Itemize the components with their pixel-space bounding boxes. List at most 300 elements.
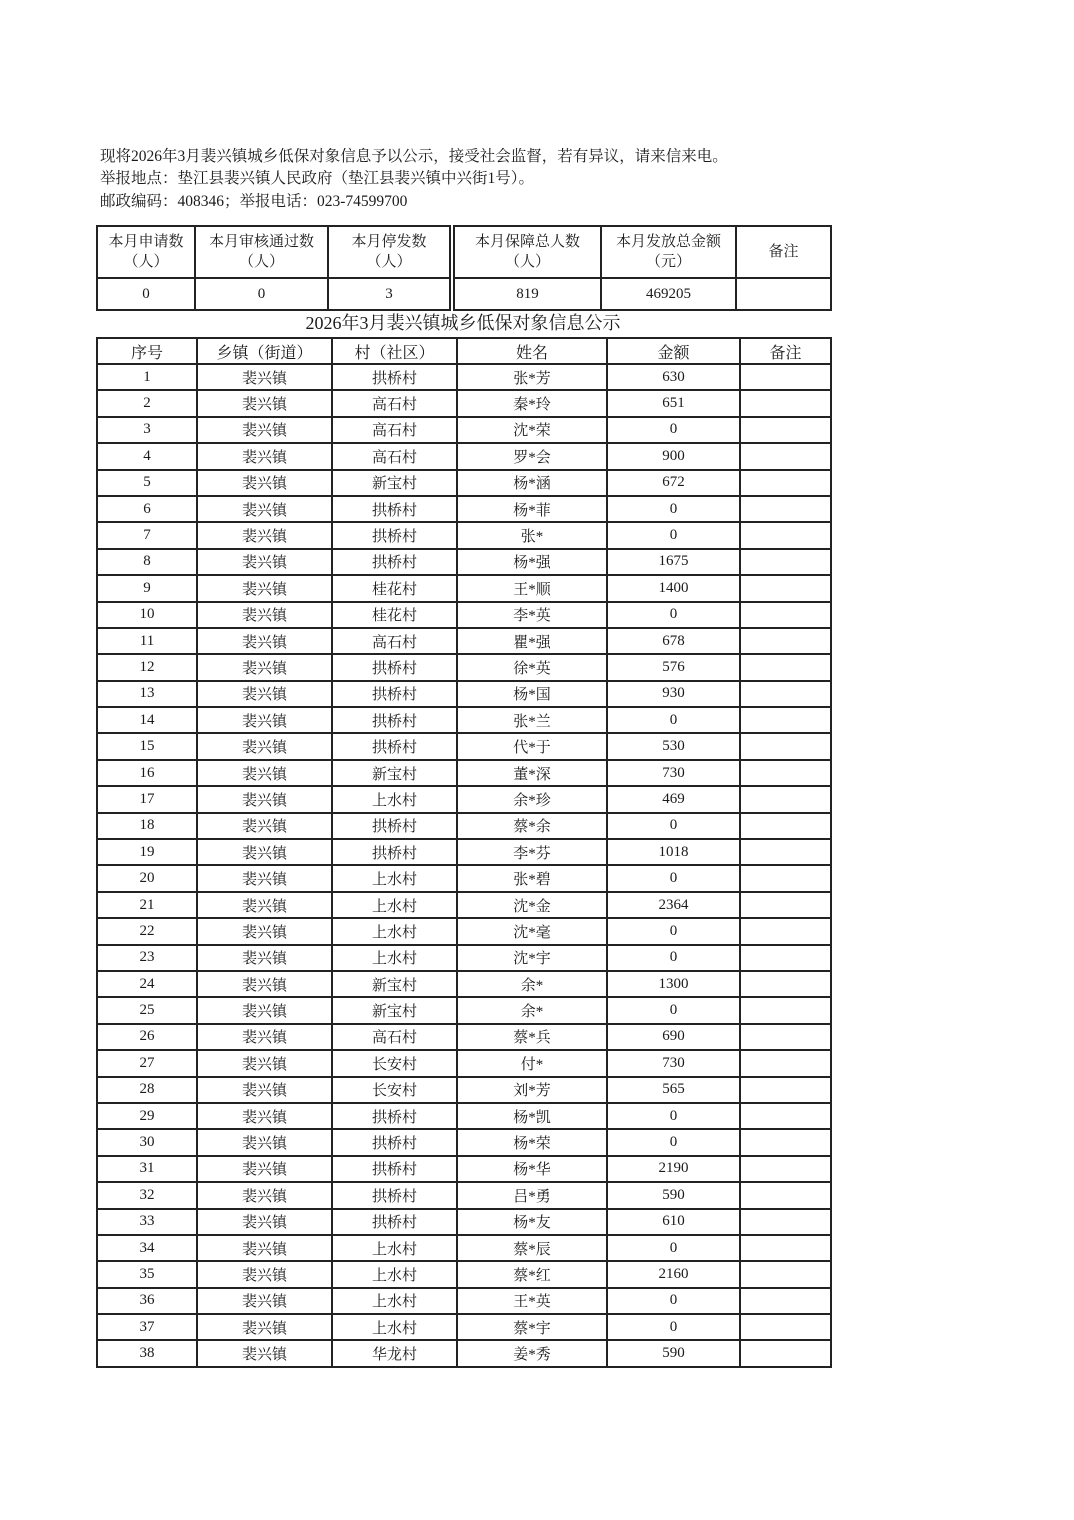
- village-cell: 桂花村: [332, 602, 457, 628]
- table-row: [97, 575, 831, 601]
- town-cell: 裴兴镇: [197, 417, 332, 443]
- table-row: [97, 760, 831, 786]
- amount-cell: 0: [607, 813, 740, 839]
- amount-cell: 576: [607, 654, 740, 680]
- village-cell: 拱桥村: [332, 839, 457, 865]
- name-cell: 秦*玲: [457, 390, 607, 416]
- name-cell: 沈*宇: [457, 945, 607, 971]
- remark-cell: [740, 496, 831, 522]
- remark-cell: [740, 1209, 831, 1235]
- village-cell: 上水村: [332, 918, 457, 944]
- serial-cell: 24: [97, 971, 197, 997]
- village-cell: 拱桥村: [332, 1182, 457, 1208]
- remark-cell: [740, 733, 831, 759]
- main-table: [96, 337, 832, 1368]
- village-cell: 拱桥村: [332, 549, 457, 575]
- table-row: [97, 1288, 831, 1314]
- remark-cell: [740, 865, 831, 891]
- town-cell: 裴兴镇: [197, 892, 332, 918]
- amount-cell: 900: [607, 443, 740, 469]
- serial-cell: 18: [97, 813, 197, 839]
- summary-header-stopped: [328, 226, 452, 278]
- name-cell: 沈*毫: [457, 918, 607, 944]
- summary-header-total-amount: [601, 226, 736, 278]
- village-cell: 拱桥村: [332, 733, 457, 759]
- main-header-serial: 序号: [97, 338, 197, 364]
- serial-cell: 10: [97, 602, 197, 628]
- serial-cell: 27: [97, 1050, 197, 1076]
- serial-cell: 20: [97, 865, 197, 891]
- amount-cell: 730: [607, 1050, 740, 1076]
- amount-cell: 0: [607, 707, 740, 733]
- amount-cell: 0: [607, 522, 740, 548]
- table-row: [97, 364, 831, 390]
- amount-cell: 0: [607, 1103, 740, 1129]
- table-row: [97, 945, 831, 971]
- name-cell: 李*芬: [457, 839, 607, 865]
- town-cell: 裴兴镇: [197, 813, 332, 839]
- name-cell: 王*英: [457, 1288, 607, 1314]
- town-cell: 裴兴镇: [197, 443, 332, 469]
- serial-cell: 22: [97, 918, 197, 944]
- remark-cell: [740, 786, 831, 812]
- serial-cell: 7: [97, 522, 197, 548]
- name-cell: 王*顺: [457, 575, 607, 601]
- table-row: [97, 1235, 831, 1261]
- table-row: [97, 496, 831, 522]
- serial-cell: 15: [97, 733, 197, 759]
- remark-cell: [740, 364, 831, 390]
- village-cell: 新宝村: [332, 470, 457, 496]
- name-cell: 徐*英: [457, 654, 607, 680]
- intro-line-3: 邮政编码：408346；举报电话：023-74599700: [100, 192, 408, 210]
- table-row: [97, 1024, 831, 1050]
- town-cell: 裴兴镇: [197, 549, 332, 575]
- name-cell: 杨*华: [457, 1156, 607, 1182]
- table-row: [97, 971, 831, 997]
- amount-cell: 0: [607, 1129, 740, 1155]
- intro-line-1: 现将2026年3月裴兴镇城乡低保对象信息予以公示，接受社会监督，若有异议，请来信来电。: [100, 148, 728, 165]
- serial-cell: 34: [97, 1235, 197, 1261]
- summary-header-line2: （人）: [504, 254, 550, 270]
- summary-header-line2: （人）: [366, 254, 412, 270]
- amount-cell: 730: [607, 760, 740, 786]
- remark-cell: [740, 654, 831, 680]
- town-cell: 裴兴镇: [197, 364, 332, 390]
- village-cell: 拱桥村: [332, 813, 457, 839]
- name-cell: 杨*荣: [457, 1129, 607, 1155]
- name-cell: 杨*友: [457, 1209, 607, 1235]
- remark-cell: [740, 997, 831, 1023]
- table-row: [97, 1340, 831, 1366]
- serial-cell: 1: [97, 364, 197, 390]
- summary-value-row: [97, 278, 831, 310]
- remark-cell: [740, 443, 831, 469]
- village-cell: 桂花村: [332, 575, 457, 601]
- town-cell: 裴兴镇: [197, 945, 332, 971]
- town-cell: 裴兴镇: [197, 1288, 332, 1314]
- table-row: [97, 918, 831, 944]
- summary-header-line1: 本月保障总人数: [474, 234, 580, 250]
- intro-paragraph: [100, 146, 840, 213]
- remark-cell: [740, 1288, 831, 1314]
- amount-cell: 2160: [607, 1261, 740, 1287]
- table-row: [97, 681, 831, 707]
- main-table-title: 2026年3月裴兴镇城乡低保对象信息公示: [305, 313, 621, 333]
- main-header-village: 村（社区）: [332, 338, 457, 364]
- village-cell: 上水村: [332, 892, 457, 918]
- summary-value-remark: [736, 278, 831, 310]
- serial-cell: 16: [97, 760, 197, 786]
- town-cell: 裴兴镇: [197, 1209, 332, 1235]
- table-row: [97, 892, 831, 918]
- table-row: [97, 417, 831, 443]
- village-cell: 拱桥村: [332, 654, 457, 680]
- town-cell: 裴兴镇: [197, 654, 332, 680]
- table-row: [97, 813, 831, 839]
- summary-value-applications: 0: [97, 278, 195, 310]
- town-cell: 裴兴镇: [197, 971, 332, 997]
- summary-header-line2: （元）: [645, 254, 691, 270]
- name-cell: 蔡*兵: [457, 1024, 607, 1050]
- town-cell: 裴兴镇: [197, 496, 332, 522]
- village-cell: 拱桥村: [332, 1209, 457, 1235]
- table-row: [97, 443, 831, 469]
- amount-cell: 530: [607, 733, 740, 759]
- serial-cell: 17: [97, 786, 197, 812]
- name-cell: 余*: [457, 997, 607, 1023]
- serial-cell: 8: [97, 549, 197, 575]
- remark-cell: [740, 1182, 831, 1208]
- summary-value-total-amount: 469205: [601, 278, 736, 310]
- amount-cell: 0: [607, 1314, 740, 1340]
- village-cell: 拱桥村: [332, 1156, 457, 1182]
- main-header-town: 乡镇（街道）: [197, 338, 332, 364]
- amount-cell: 1675: [607, 549, 740, 575]
- village-cell: 拱桥村: [332, 364, 457, 390]
- serial-cell: 19: [97, 839, 197, 865]
- amount-cell: 1400: [607, 575, 740, 601]
- remark-cell: [740, 1156, 831, 1182]
- town-cell: 裴兴镇: [197, 760, 332, 786]
- amount-cell: 0: [607, 417, 740, 443]
- name-cell: 董*深: [457, 760, 607, 786]
- remark-cell: [740, 575, 831, 601]
- village-cell: 长安村: [332, 1077, 457, 1103]
- amount-cell: 2190: [607, 1156, 740, 1182]
- remark-cell: [740, 602, 831, 628]
- name-cell: 付*: [457, 1050, 607, 1076]
- serial-cell: 28: [97, 1077, 197, 1103]
- village-cell: 上水村: [332, 945, 457, 971]
- remark-cell: [740, 522, 831, 548]
- town-cell: 裴兴镇: [197, 786, 332, 812]
- town-cell: 裴兴镇: [197, 918, 332, 944]
- village-cell: 拱桥村: [332, 496, 457, 522]
- amount-cell: 469: [607, 786, 740, 812]
- serial-cell: 37: [97, 1314, 197, 1340]
- table-row: [97, 786, 831, 812]
- summary-header-line2: （人）: [238, 254, 284, 270]
- amount-cell: 610: [607, 1209, 740, 1235]
- table-row: [97, 733, 831, 759]
- town-cell: 裴兴镇: [197, 1261, 332, 1287]
- table-row: [97, 1129, 831, 1155]
- serial-cell: 4: [97, 443, 197, 469]
- town-cell: 裴兴镇: [197, 390, 332, 416]
- town-cell: 裴兴镇: [197, 707, 332, 733]
- town-cell: 裴兴镇: [197, 1129, 332, 1155]
- name-cell: 罗*会: [457, 443, 607, 469]
- summary-header-row: [97, 226, 831, 278]
- town-cell: 裴兴镇: [197, 865, 332, 891]
- table-row: [97, 1314, 831, 1340]
- serial-cell: 35: [97, 1261, 197, 1287]
- remark-cell: [740, 1314, 831, 1340]
- remark-cell: [740, 707, 831, 733]
- name-cell: 蔡*余: [457, 813, 607, 839]
- town-cell: 裴兴镇: [197, 839, 332, 865]
- amount-cell: 0: [607, 1288, 740, 1314]
- village-cell: 上水村: [332, 786, 457, 812]
- table-row: [97, 865, 831, 891]
- amount-cell: 0: [607, 918, 740, 944]
- amount-cell: 678: [607, 628, 740, 654]
- serial-cell: 3: [97, 417, 197, 443]
- town-cell: 裴兴镇: [197, 733, 332, 759]
- amount-cell: 651: [607, 390, 740, 416]
- remark-cell: [740, 681, 831, 707]
- table-row: [97, 549, 831, 575]
- name-cell: 杨*涵: [457, 470, 607, 496]
- name-cell: 杨*凯: [457, 1103, 607, 1129]
- remark-cell: [740, 918, 831, 944]
- town-cell: 裴兴镇: [197, 1103, 332, 1129]
- serial-cell: 32: [97, 1182, 197, 1208]
- table-row: [97, 1261, 831, 1287]
- remark-cell: [740, 1129, 831, 1155]
- table-row: [97, 1077, 831, 1103]
- village-cell: 拱桥村: [332, 1103, 457, 1129]
- serial-cell: 29: [97, 1103, 197, 1129]
- town-cell: 裴兴镇: [197, 602, 332, 628]
- amount-cell: 0: [607, 1235, 740, 1261]
- main-table-body: [97, 364, 831, 1367]
- main-header-remark: 备注: [740, 338, 831, 364]
- table-row: [97, 1050, 831, 1076]
- village-cell: 上水村: [332, 865, 457, 891]
- summary-value-total-people: 819: [452, 278, 601, 310]
- name-cell: 杨*菲: [457, 496, 607, 522]
- remark-cell: [740, 945, 831, 971]
- remark-cell: [740, 470, 831, 496]
- name-cell: 张*兰: [457, 707, 607, 733]
- remark-cell: [740, 1050, 831, 1076]
- remark-cell: [740, 1103, 831, 1129]
- main-header-row: [97, 338, 831, 364]
- amount-cell: 672: [607, 470, 740, 496]
- serial-cell: 21: [97, 892, 197, 918]
- name-cell: 沈*金: [457, 892, 607, 918]
- name-cell: 张*: [457, 522, 607, 548]
- summary-header-line1: 本月发放总金额: [615, 234, 721, 250]
- town-cell: 裴兴镇: [197, 1024, 332, 1050]
- serial-cell: 5: [97, 470, 197, 496]
- serial-cell: 36: [97, 1288, 197, 1314]
- name-cell: 余*: [457, 971, 607, 997]
- summary-table: [96, 225, 832, 311]
- name-cell: 蔡*宇: [457, 1314, 607, 1340]
- table-row: [97, 470, 831, 496]
- name-cell: 杨*国: [457, 681, 607, 707]
- name-cell: 沈*荣: [457, 417, 607, 443]
- village-cell: 高石村: [332, 390, 457, 416]
- village-cell: 新宝村: [332, 760, 457, 786]
- summary-header-applications: [97, 226, 195, 278]
- remark-cell: [740, 971, 831, 997]
- serial-cell: 26: [97, 1024, 197, 1050]
- name-cell: 张*碧: [457, 865, 607, 891]
- town-cell: 裴兴镇: [197, 1314, 332, 1340]
- serial-cell: 13: [97, 681, 197, 707]
- amount-cell: 590: [607, 1340, 740, 1366]
- amount-cell: 1300: [607, 971, 740, 997]
- remark-cell: [740, 417, 831, 443]
- amount-cell: 590: [607, 1182, 740, 1208]
- amount-cell: 1018: [607, 839, 740, 865]
- amount-cell: 0: [607, 602, 740, 628]
- serial-cell: 9: [97, 575, 197, 601]
- serial-cell: 25: [97, 997, 197, 1023]
- name-cell: 吕*勇: [457, 1182, 607, 1208]
- serial-cell: 33: [97, 1209, 197, 1235]
- remark-cell: [740, 1261, 831, 1287]
- summary-header-line1: 本月审核通过数: [208, 234, 314, 250]
- amount-cell: 0: [607, 997, 740, 1023]
- town-cell: 裴兴镇: [197, 1235, 332, 1261]
- name-cell: 蔡*红: [457, 1261, 607, 1287]
- summary-header-line1: 备注: [768, 244, 799, 260]
- town-cell: 裴兴镇: [197, 997, 332, 1023]
- main-header-name: 姓名: [457, 338, 607, 364]
- serial-cell: 2: [97, 390, 197, 416]
- village-cell: 上水村: [332, 1235, 457, 1261]
- town-cell: 裴兴镇: [197, 681, 332, 707]
- name-cell: 张*芳: [457, 364, 607, 390]
- table-row: [97, 997, 831, 1023]
- serial-cell: 38: [97, 1340, 197, 1366]
- serial-cell: 23: [97, 945, 197, 971]
- remark-cell: [740, 628, 831, 654]
- village-cell: 新宝村: [332, 971, 457, 997]
- village-cell: 拱桥村: [332, 707, 457, 733]
- table-row: [97, 1103, 831, 1129]
- town-cell: 裴兴镇: [197, 1156, 332, 1182]
- intro-line-2: 举报地点：垫江县裴兴镇人民政府（垫江县裴兴镇中兴街1号）。: [100, 170, 535, 188]
- village-cell: 高石村: [332, 443, 457, 469]
- village-cell: 拱桥村: [332, 681, 457, 707]
- summary-header-line1: 本月停发数: [351, 234, 427, 250]
- amount-cell: 2364: [607, 892, 740, 918]
- village-cell: 上水村: [332, 1261, 457, 1287]
- name-cell: 蔡*辰: [457, 1235, 607, 1261]
- town-cell: 裴兴镇: [197, 1182, 332, 1208]
- amount-cell: 0: [607, 945, 740, 971]
- amount-cell: 630: [607, 364, 740, 390]
- town-cell: 裴兴镇: [197, 470, 332, 496]
- village-cell: 新宝村: [332, 997, 457, 1023]
- remark-cell: [740, 1340, 831, 1366]
- name-cell: 余*珍: [457, 786, 607, 812]
- name-cell: 杨*强: [457, 549, 607, 575]
- village-cell: 长安村: [332, 1050, 457, 1076]
- table-row: [97, 522, 831, 548]
- remark-cell: [740, 813, 831, 839]
- name-cell: 刘*芳: [457, 1077, 607, 1103]
- amount-cell: 930: [607, 681, 740, 707]
- amount-cell: 0: [607, 865, 740, 891]
- remark-cell: [740, 1077, 831, 1103]
- remark-cell: [740, 390, 831, 416]
- table-row: [97, 707, 831, 733]
- serial-cell: 30: [97, 1129, 197, 1155]
- table-row: [97, 1182, 831, 1208]
- name-cell: 姜*秀: [457, 1340, 607, 1366]
- summary-value-stopped: 3: [328, 278, 452, 310]
- village-cell: 高石村: [332, 628, 457, 654]
- remark-cell: [740, 760, 831, 786]
- village-cell: 拱桥村: [332, 522, 457, 548]
- remark-cell: [740, 892, 831, 918]
- table-row: [97, 628, 831, 654]
- town-cell: 裴兴镇: [197, 575, 332, 601]
- summary-header-line2: （人）: [123, 254, 169, 270]
- town-cell: 裴兴镇: [197, 522, 332, 548]
- name-cell: 代*于: [457, 733, 607, 759]
- village-cell: 高石村: [332, 1024, 457, 1050]
- table-row: [97, 839, 831, 865]
- serial-cell: 11: [97, 628, 197, 654]
- remark-cell: [740, 839, 831, 865]
- town-cell: 裴兴镇: [197, 628, 332, 654]
- village-cell: 上水村: [332, 1288, 457, 1314]
- table-row: [97, 654, 831, 680]
- serial-cell: 14: [97, 707, 197, 733]
- remark-cell: [740, 1235, 831, 1261]
- remark-cell: [740, 1024, 831, 1050]
- village-cell: 高石村: [332, 417, 457, 443]
- town-cell: 裴兴镇: [197, 1077, 332, 1103]
- town-cell: 裴兴镇: [197, 1340, 332, 1366]
- summary-header-line1: 本月申请数: [108, 234, 184, 250]
- name-cell: 瞿*强: [457, 628, 607, 654]
- summary-header-total-people: [452, 226, 601, 278]
- table-row: [97, 1156, 831, 1182]
- town-cell: 裴兴镇: [197, 1050, 332, 1076]
- summary-header-remark: [736, 226, 831, 278]
- serial-cell: 31: [97, 1156, 197, 1182]
- table-row: [97, 602, 831, 628]
- village-cell: 上水村: [332, 1314, 457, 1340]
- remark-cell: [740, 549, 831, 575]
- table-row: [97, 390, 831, 416]
- serial-cell: 12: [97, 654, 197, 680]
- summary-header-approved: [195, 226, 328, 278]
- amount-cell: 565: [607, 1077, 740, 1103]
- table-row: [97, 1209, 831, 1235]
- name-cell: 李*英: [457, 602, 607, 628]
- village-cell: 拱桥村: [332, 1129, 457, 1155]
